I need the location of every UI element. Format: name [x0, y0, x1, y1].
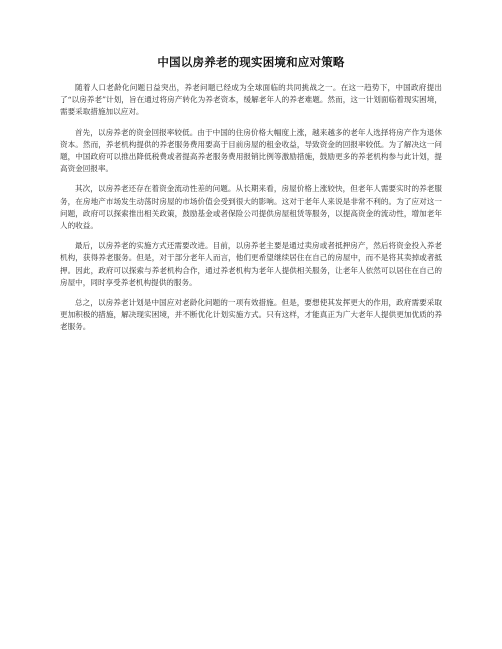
- paragraph-third-issue: 最后，以房养老的实施方式还需要改进。目前，以房养老主要是通过卖房或者抵押房产，然后将资金投入养老机构，获得养老服务。但是，对于部分老年人而言，他们更希望继续居住在自己的房屋中，而不是将其卖掉或者抵押。因此，政府可以探索与养老机构合作，通过养老机构为老年人提供相关服务，让老年人依然可以居住在自己的房屋中，同时享受养老机构提供的服务。: [60, 241, 442, 287]
- paragraph-conclusion: 总之，以房养老计划是中国应对老龄化问题的一项有效措施。但是，要想使其发挥更大的作用，政府需要采取更加积极的措施，解决现实困境，并不断优化计划实施方式。只有这样，才能真正为广大老年人提供更加优质的养老服务。: [60, 298, 442, 332]
- paragraph-first-issue: 首先，以房养老的资金回报率较低。由于中国的住房价格大幅度上涨，越来越多的老年人选择将房产作为退休资本。然而，养老机构提供的养老服务费用要高于目前房屋的租金收益，导致资金的回报率较低。为了解决这一问题，中国政府可以推出降低税费或者提高养老服务费用报销比例等激励措施，鼓励更多的养老机构参与此计划，提高资金回报率。: [60, 127, 442, 174]
- paragraph-intro: 随着人口老龄化问题日益突出，养老问题已经成为全球面临的共同挑战之一。在这一趋势下，中国政府提出了“以房养老”计划，旨在通过将房产转化为养老资本，缓解老年人的养老难题。然而，这一计划面临着现实困境，需要采取措施加以应对。: [60, 83, 442, 117]
- paragraph-second-issue: 其次，以房养老还存在着资金流动性差的问题。从长期来看，房屋价格上涨较快，但老年人需要实时的养老服务，在房地产市场发生动荡时房屋的市场价值会受到很大的影响。这对于老年人来说是非常不利的。为了应对这一问题，政府可以探索推出相关政策，鼓励基金或者保险公司提供房屋租赁等服务，以提高资金的流动性，增加老年人的收益。: [60, 184, 442, 231]
- document-title: 中国以房养老的现实困境和应对策略: [157, 55, 345, 69]
- document-body: [60, 82, 442, 342]
